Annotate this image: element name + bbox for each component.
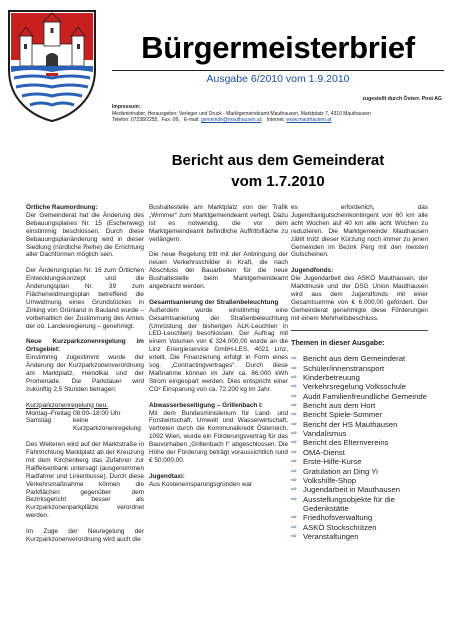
section-heading-youth-taxi: Jugendtaxi: [149, 472, 185, 480]
contents-item [291, 382, 428, 391]
contents-item [291, 401, 428, 410]
contents-item [291, 420, 428, 429]
contents-list [291, 354, 428, 541]
paragraph: Bushaltestelle am Marktplatz von der Trafik „Wimmer“ zum Marktgemeindeamt verlegt. Dazu ist es notwendig, die vor dem Marktgemeindeamt befindliche Auffrittsfläche zu verlängern. [149, 204, 288, 243]
email-link[interactable]: gemeinde@mauthausen.at [200, 117, 262, 124]
arrow-right-icon: ⇨ [291, 476, 297, 484]
contents-item [291, 364, 428, 373]
contents-item [291, 513, 428, 522]
section-heading-zoning: Örtliche Raumordnung: [26, 204, 98, 211]
contents-item-label: Bericht aus dem Gemeinderat [303, 354, 406, 364]
imprint-publisher: Medieninhaber, Herausgeber, Verleger und Druck - Marktgemeindeamt Mauthausen, Marktplatz 7, 4310 Mauthausen [112, 110, 371, 117]
parking-rule-heading: Kurzparkzonenregelung neu: [26, 401, 109, 409]
column-middle [149, 204, 288, 489]
paragraph: Der Gemeinderat hat die Änderung des Bebauungsplanes Nr. 15 (Eschenweg) einstimmig beschlossen. Durch diese Bebauungsplanänderung wird in dieser Siedlung (nördliche Reihe) die Errichtung aller Dachformen möglich sein. [26, 211, 144, 259]
hours-time: 08:00–18:00 Uhr [73, 409, 121, 417]
contents-item-label: OMA-Dienst [303, 447, 345, 457]
headline-line-1: Bericht aus dem Gemeinderat [171, 152, 385, 169]
arrow-right-icon: ⇨ [291, 439, 297, 447]
contents-item-label: Jugendarbeit in Mauthausen [303, 485, 401, 495]
contents-item [291, 485, 428, 494]
section-heading-street-lighting: Gesamtsanierung der Straßenbeleuchtung [149, 298, 279, 306]
contents-item [291, 495, 428, 514]
arrow-right-icon: ⇨ [291, 364, 297, 372]
contents-item-label: ASKÖ Stockschützen [303, 522, 377, 532]
arrow-right-icon: ⇨ [291, 532, 297, 540]
contents-item-label: Bericht der HS Mauthausen [303, 419, 398, 429]
website-link[interactable]: www.mauthausen.at [286, 117, 332, 124]
paragraph: Außerdem wurde einstimmig eine Gesamtsanierung der Straßenbeleuchtung (Umrüstung der bisherigen ALK-Leuchten in LED-Leuchten) beschlossen. Der Auftrag mit einem Volumen von € 324.000,00 wurde an die Linz Energieservice GmbH-LES, 4021 Linz, erteilt. Die Finanzierung erfolgt in Form eines sog. „Contractingvertrages“. Durch diese Maßnahme können im Jahr ca. 86.000 kWh Strom eingespart werden. Dies entspricht einer CO² Einsparung von ca. 72.200 kg im Jahr. [149, 306, 288, 393]
arrow-right-icon: ⇨ [291, 523, 297, 531]
contents-item [291, 410, 428, 419]
imprint-internet-label: Internet [266, 117, 284, 124]
contents-item-label: Ausstellungsobjekte für die Gedenkstätte [303, 494, 395, 513]
imprint-phone: Telefon: 07238/2255, [112, 117, 159, 124]
arrow-right-icon: ⇨ [291, 514, 297, 522]
contents-item [291, 448, 428, 457]
newsletter-title: Bürgermeisterbrief [141, 30, 415, 65]
paragraph: Aus Kosteneinsparungsgründen war [149, 480, 253, 488]
contents-item [291, 467, 428, 476]
postal-note: zugestellt durch Österr. Post AG [362, 96, 442, 102]
arrow-right-icon: ⇨ [291, 458, 297, 466]
contents-item-label: Gratulation an Ding Yi [303, 466, 378, 476]
paragraph: Die neue Regelung tritt mit der Anbringung der neuen Verkehrsschilder in Kraft, die nach Abschluss der Bauarbeiten für die neue Bushaltestelle beim Marktgemeindeamt angebracht werden. [149, 251, 288, 291]
imprint-email-label: E-mail: [184, 117, 200, 124]
contents-item-label: Vandalismus [303, 429, 347, 439]
imprint-fax: Fax -99, [161, 117, 180, 124]
contents-item-label: Erste-Hilfe-Kurse [303, 457, 362, 467]
arrow-right-icon: ⇨ [291, 383, 297, 391]
imprint [112, 104, 444, 124]
contents-item-label: Verkehrsregelung Volksschule [303, 382, 406, 392]
section-heading-youth-fund: Jugendfonds: [291, 267, 334, 275]
contents-box [291, 330, 428, 541]
column-left [26, 204, 144, 544]
arrow-right-icon: ⇨ [291, 486, 297, 494]
arrow-right-icon: ⇨ [291, 411, 297, 419]
contents-item [291, 476, 428, 485]
contents-item-label: Schüler/innenstransport [303, 363, 385, 373]
contents-item [291, 532, 428, 541]
contents-item [291, 429, 428, 438]
paragraph: Der Änderungsplan Nr. 16 zum Örtlichen Entwicklungskonzept und die Änderungsplan Nr. 39 zum Flächenwidmungsplan betreffend die Umwidmung eines Grundstückes in Zirking von Grünland in Bauland wurde – vorbehaltlich der Zustimmung des Amtes der oö. Landesregierung – genehmigt. [26, 267, 144, 330]
contents-item [291, 457, 428, 466]
contents-item [291, 373, 428, 382]
imprint-heading: Impressum: [112, 104, 141, 110]
imprint-contact: Telefon: 07238/2255, Fax -99, E-mail: gemeinde@mauthausen.at; Internet: www.mauthausen.at [112, 117, 332, 124]
arrow-right-icon: ⇨ [291, 448, 297, 456]
paragraph: Einstimmig zugestimmt wurde der Änderung der Kurzparkzonenverordnung am Marktplatz, Heindlkai und der Promenade. Die Parkdauer wird zukünftig 2,5 Stunden betragen: [26, 354, 144, 393]
paragraph: Die Jugendarbeit des ASKÖ Mauthausen, der Marktmusik und der DSG Union Mauthausen wird aus dem Jugendfonds mit einer Gesamtsumme von € 6.000,00 gefördert. Der Gemeinderat genehmigte diese Förderungen mit einem Mehrheitsbeschluss. [291, 275, 428, 322]
headline-line-2: vom 1.7.2010 [231, 173, 325, 190]
article-headline [112, 150, 444, 192]
paragraph: Im Zuge der Neuregelung der Kurzparkzonenverordnung wird auch die [26, 528, 144, 543]
contents-item [291, 438, 428, 447]
arrow-right-icon: ⇨ [291, 355, 297, 363]
section-heading-parking: Neue Kurzparkzonenregelung im Ortsgebiet: [26, 338, 144, 354]
contents-item-label: Kinderbetreuung [303, 373, 360, 383]
contents-item-label: Bericht aus dem Hort [303, 401, 376, 411]
arrow-right-icon: ⇨ [291, 495, 297, 503]
hours-time: keine Kurzparkzonenregelung [73, 417, 141, 433]
contents-item-label: Bericht des Elternvereins [303, 438, 389, 448]
arrow-right-icon: ⇨ [291, 430, 297, 438]
contents-heading: Themen in dieser Ausgabe: [291, 338, 385, 348]
arrow-right-icon: ⇨ [291, 420, 297, 428]
arrow-right-icon: ⇨ [291, 467, 297, 475]
hours-day: Montag–Freitag [26, 409, 71, 417]
arrow-right-icon: ⇨ [291, 392, 297, 400]
contents-item [291, 354, 428, 363]
hours-day: Samstag [26, 417, 52, 425]
parking-hours-table [26, 410, 144, 434]
arrow-right-icon: ⇨ [291, 402, 297, 410]
contents-item-label: Friedhofsverwaltung [303, 513, 373, 523]
municipal-coat-of-arms-icon [6, 8, 98, 124]
section-heading-sewage: Abwasserbeseitigung – Grillenbach I: [149, 401, 263, 409]
paragraph: Des Weiteren wird auf der Marktstraße in Fahrtrichtung Marktplatz ab der Kreuzung mit dem Kirchenberg das Zufahren zur Raiffeisenbank untersagt (ausgenommen Radfahrer und Linienbusse). Durch diese Verkehrsmaßnahme können die Parkflächen gegenüber dem Bezirksgericht besser als Kurzparkzonenparkplätze verordnet werden. [26, 441, 144, 520]
edition-date: Ausgabe 6/2010 vom 1.9.2010 [206, 73, 350, 85]
edition-bar [112, 70, 444, 88]
paragraph: es erforderlich, das Jugendtaxigutscheinkontingent von 60 km alle acht Wochen auf 40 km alle acht Wochen zu reduzieren. Die Marktgemeinde Mauthausen zählt trotz dieser Kürzung noch immer zu jenen Gemeinden im Bezirk Perg mit den meisten Gutscheinen. [291, 204, 428, 259]
contents-item-label: Veranstaltungen [303, 531, 359, 541]
column-right [291, 204, 428, 541]
contents-item-label: Bericht Spiele-Sommer [303, 410, 383, 420]
contents-item [291, 392, 428, 401]
contents-item-label: Volkshilfe-Shop [303, 475, 356, 485]
arrow-right-icon: ⇨ [291, 374, 297, 382]
contents-item [291, 523, 428, 532]
contents-item-label: Audit Familienfreundliche Gemeinde [303, 391, 427, 401]
paragraph: Mit dem Bundesministerium für Land- und Forstwirtschaft, Umwelt und Wasserwirtschaft, vertreten durch die Kommunalkredit Österreich, 1092 Wien, wurde ein Förderungsvertrag für das Bauvorhaben „Grillenbach I“ abgeschlossen. Die Höhe der Förderung beträgt voraussichtlich rund € 50.000,00. [149, 409, 288, 464]
